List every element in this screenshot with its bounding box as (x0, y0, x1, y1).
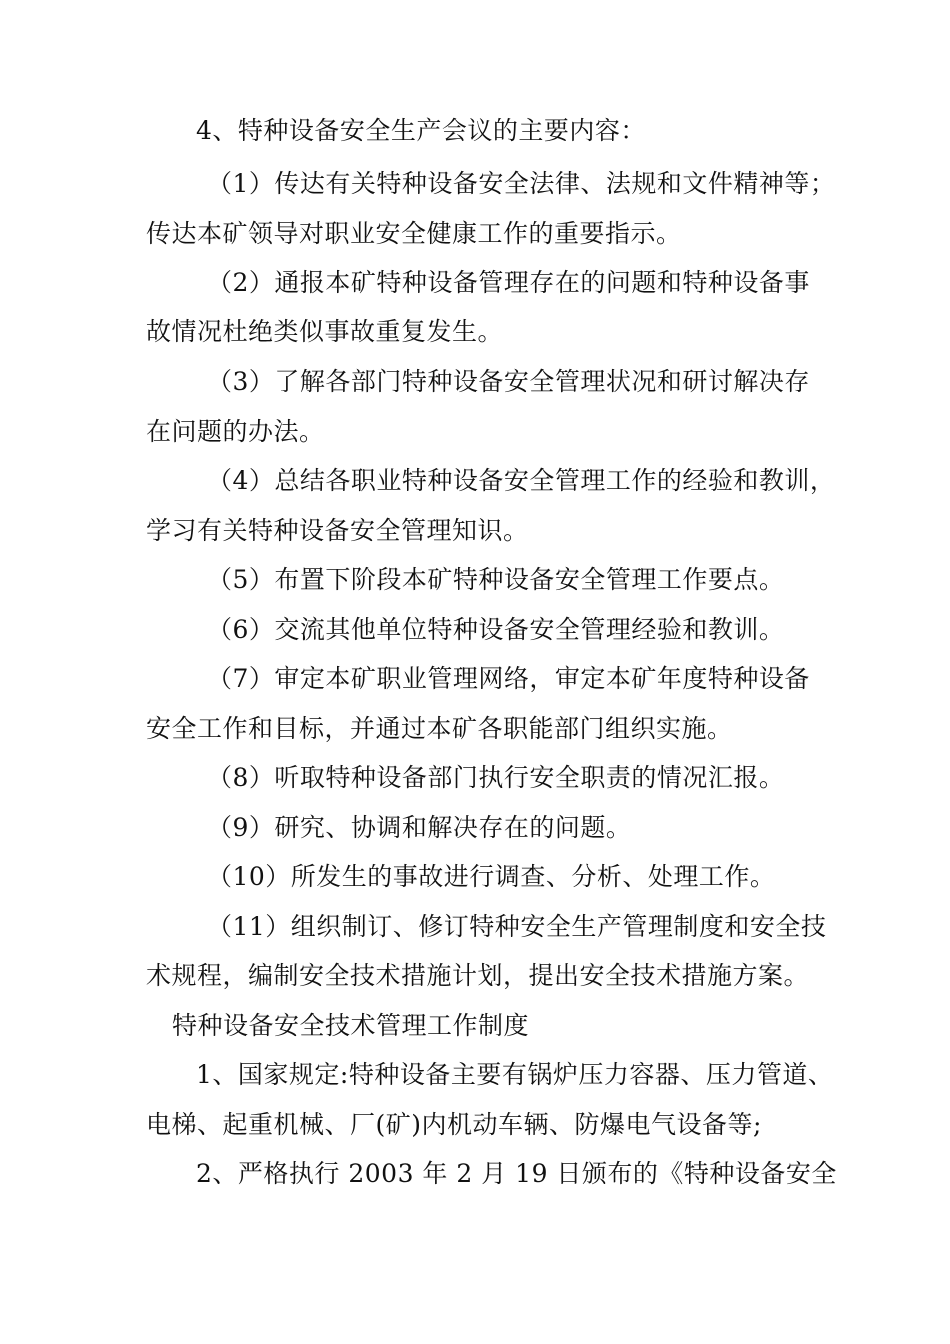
item-11-line-2: 术规程，编制安全技术措施计划，提出安全技术措施方案。 (146, 961, 810, 990)
item-3-line-1: （3）了解各部门特种设备安全管理状况和研讨解决存 (207, 367, 810, 396)
rule-1-line-1: 1、国家规定:特种设备主要有锅炉压力容器、压力管道、 (196, 1060, 834, 1089)
item-5: （5）布置下阶段本矿特种设备安全管理工作要点。 (207, 565, 785, 594)
item-9: （9）研究、协调和解决存在的问题。 (207, 813, 632, 842)
item-10: （10）所发生的事故进行调查、分析、处理工作。 (207, 862, 776, 891)
item-4-line-1: （4）总结各职业特种设备安全管理工作的经验和教训， (207, 466, 836, 495)
section-heading-4: 4、特种设备安全生产会议的主要内容： (196, 116, 646, 145)
rule-1-line-2: 电梯、起重机械、厂(矿)内机动车辆、防爆电气设备等; (146, 1110, 762, 1139)
item-8: （8）听取特种设备部门执行安全职责的情况汇报。 (207, 763, 785, 792)
item-6: （6）交流其他单位特种设备安全管理经验和教训。 (207, 615, 785, 644)
item-11-line-1: （11）组织制订、修订特种安全生产管理制度和安全技 (207, 912, 827, 941)
item-2-line-1: （2）通报本矿特种设备管理存在的问题和特种设备事 (207, 268, 810, 297)
item-3-line-2: 在问题的办法。 (146, 417, 325, 446)
item-2-line-2: 故情况杜绝类似事故重复发生。 (146, 317, 504, 346)
section-title: 特种设备安全技术管理工作制度 (172, 1011, 530, 1040)
rule-2-line-1: 2、严格执行 2003 年 2 月 19 日颁布的《特种设备安全 (196, 1159, 837, 1188)
item-7-line-2: 安全工作和目标，并通过本矿各职能部门组织实施。 (146, 714, 733, 743)
item-7-line-1: （7）审定本矿职业管理网络，审定本矿年度特种设备 (207, 664, 810, 693)
item-4-line-2: 学习有关特种设备安全管理知识。 (146, 516, 529, 545)
item-1-line-2: 传达本矿领导对职业安全健康工作的重要指示。 (146, 219, 682, 248)
item-1-line-1: （1）传达有关特种设备安全法律、法规和文件精神等； (207, 169, 836, 198)
